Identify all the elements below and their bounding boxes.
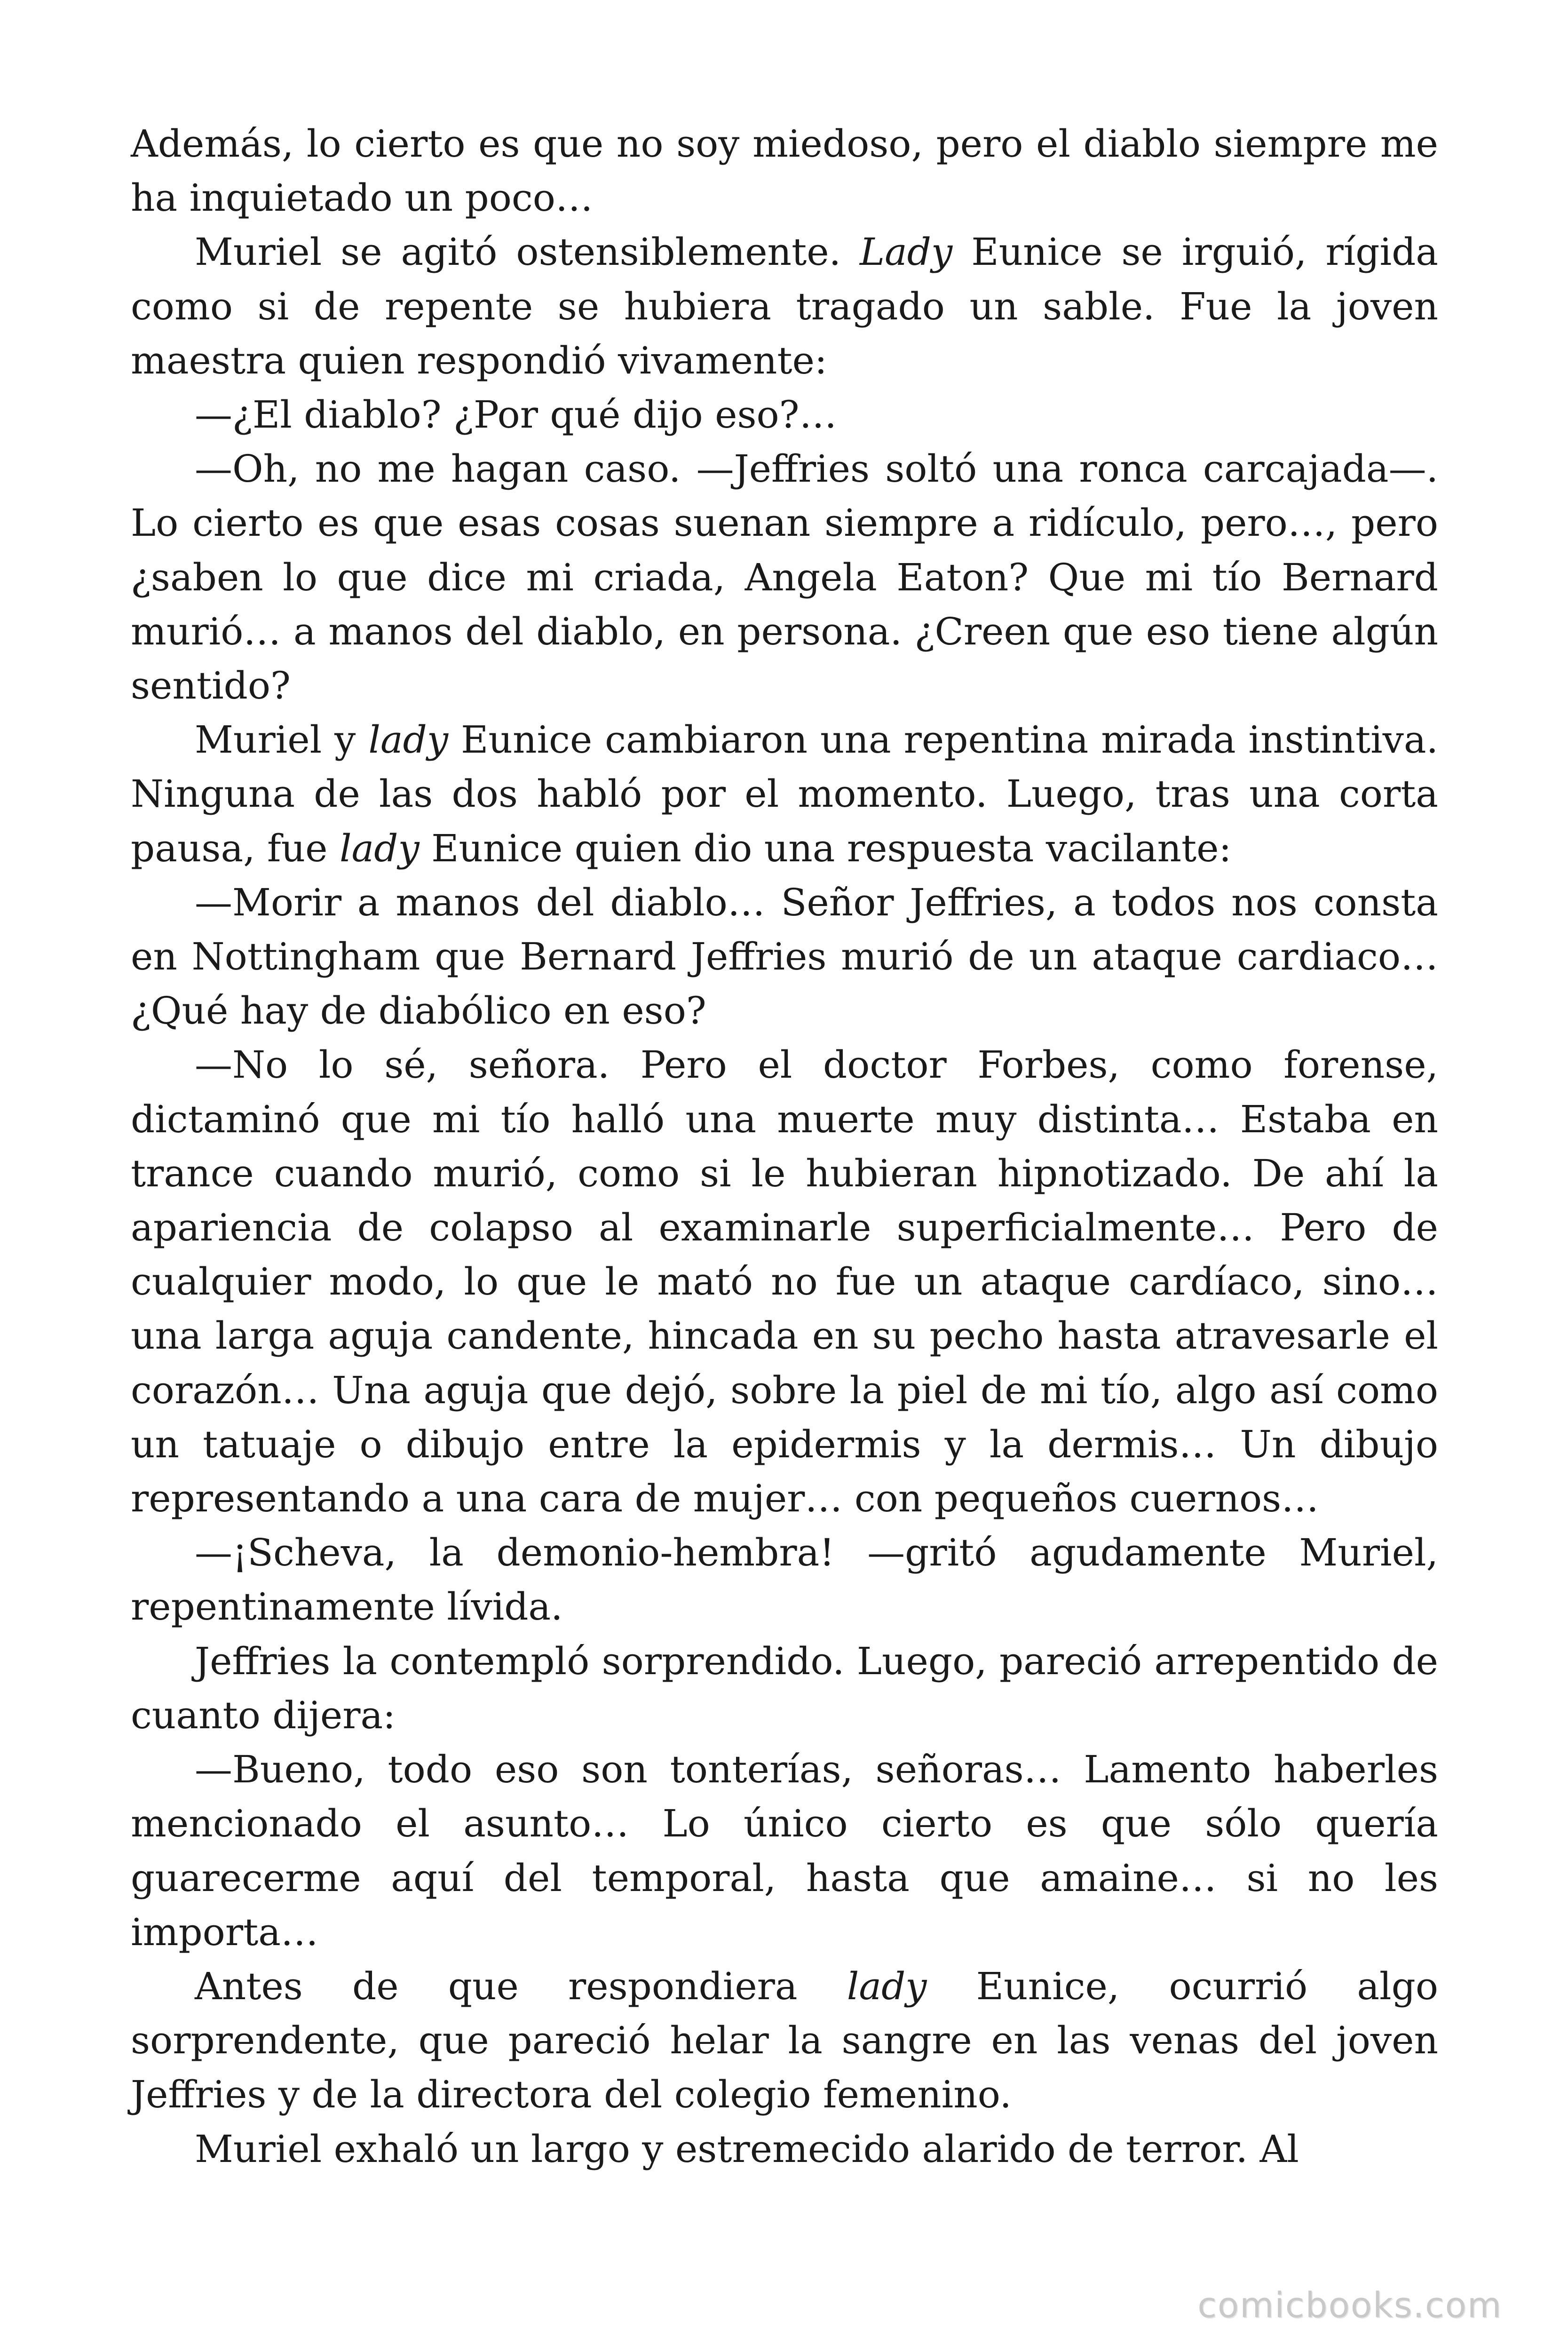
text-run: —¡Scheva, la demonio-hembra! —gritó agudamente Muriel, repentinamente lívida. xyxy=(131,1531,1438,1629)
italic-word: Lady xyxy=(859,230,953,274)
text-run: —Bueno, todo eso son tonterías, señoras… Lamento haberles mencionado el asunto… Lo único cierto es que sólo quería guarecerme aquí del temporal, hasta que amaine… si no les importa… xyxy=(131,1748,1438,1954)
text-run: Muriel exhaló un largo y estremecido alarido de terror. Al xyxy=(195,2127,1299,2171)
text-run: Eunice se irguió, rígida como si de repente se hubiera tragado un sable. Fue la joven maestra quien respondió vivamente: xyxy=(131,230,1438,382)
watermark-logo: comicbooks.com xyxy=(1197,2285,1502,2326)
paragraph xyxy=(131,1526,1438,1634)
paragraph xyxy=(131,2122,1438,2176)
paragraph xyxy=(131,1038,1438,1526)
paragraph xyxy=(131,1634,1438,1742)
italic-word: lady xyxy=(339,826,420,870)
body-text xyxy=(131,117,1438,2176)
text-run: Además, lo cierto es que no soy miedoso, pero el diablo siempre me ha inquietado un poco… xyxy=(131,122,1438,220)
paragraph xyxy=(131,225,1438,388)
text-run: —No lo sé, señora. Pero el doctor Forbes, como forense, dictaminó que mi tío halló una muerte muy distinta… Estaba en trance cuando murió, como si le hubieran hipnotizado. De ahí la apariencia de colapso al examinarle superficialmente… Pero de cualquier modo, lo que le mató no fue un ataque cardíaco, sino… una larga aguja candente, hincada en su pecho hasta atravesarle el corazón… Una aguja que dejó, sobre la piel de mi tío, algo así como un tatuaje o dibujo entre la epidermis y la dermis… Un dibujo representando a una cara de mujer… con pequeños cuernos… xyxy=(131,1043,1438,1521)
text-run: Eunice cambiaron una repentina mirada instintiva. Ninguna de las dos habló por el momento. Luego, tras una corta pausa, fue xyxy=(131,718,1439,870)
paragraph xyxy=(131,875,1438,1038)
text-run: —Morir a manos del diablo… Señor Jeffries, a todos nos consta en Nottingham que Bernard Jeffries murió de un ataque cardiaco… ¿Qué hay de diabólico en eso? xyxy=(131,880,1438,1033)
paragraph xyxy=(131,1742,1438,1959)
text-run: Eunice, ocurrió algo sorprendente, que pareció helar la sangre en las venas del joven Jeffries y de la directora del colegio femenino. xyxy=(131,1964,1439,2117)
paragraph xyxy=(131,388,1438,442)
italic-word: lady xyxy=(368,718,449,762)
text-run: Jeffries la contempló sorprendido. Luego, pareció arrepentido de cuanto dijera: xyxy=(131,1639,1438,1737)
text-run: Eunice quien dio una respuesta vacilante: xyxy=(419,826,1232,870)
text-run: Muriel y xyxy=(195,718,369,762)
text-run: —Oh, no me hagan caso. —Jeffries soltó una ronca carcajada—. Lo cierto es que esas cosas suenan siempre a ridículo, pero…, pero ¿saben lo que dice mi criada, Angela Eaton? Que mi tío Bernard murió… a manos del diablo, en persona. ¿Creen que eso tiene algún sentido? xyxy=(131,447,1438,708)
italic-word: lady xyxy=(847,1964,927,2008)
paragraph xyxy=(131,117,1438,225)
text-run: Antes de que respondiera xyxy=(195,1964,847,2008)
text-run: Muriel se agitó ostensiblemente. xyxy=(195,230,860,274)
paragraph xyxy=(131,713,1438,875)
paragraph xyxy=(131,1959,1438,2122)
text-run: —¿El diablo? ¿Por qué dijo eso?… xyxy=(195,393,837,437)
paragraph xyxy=(131,442,1438,713)
